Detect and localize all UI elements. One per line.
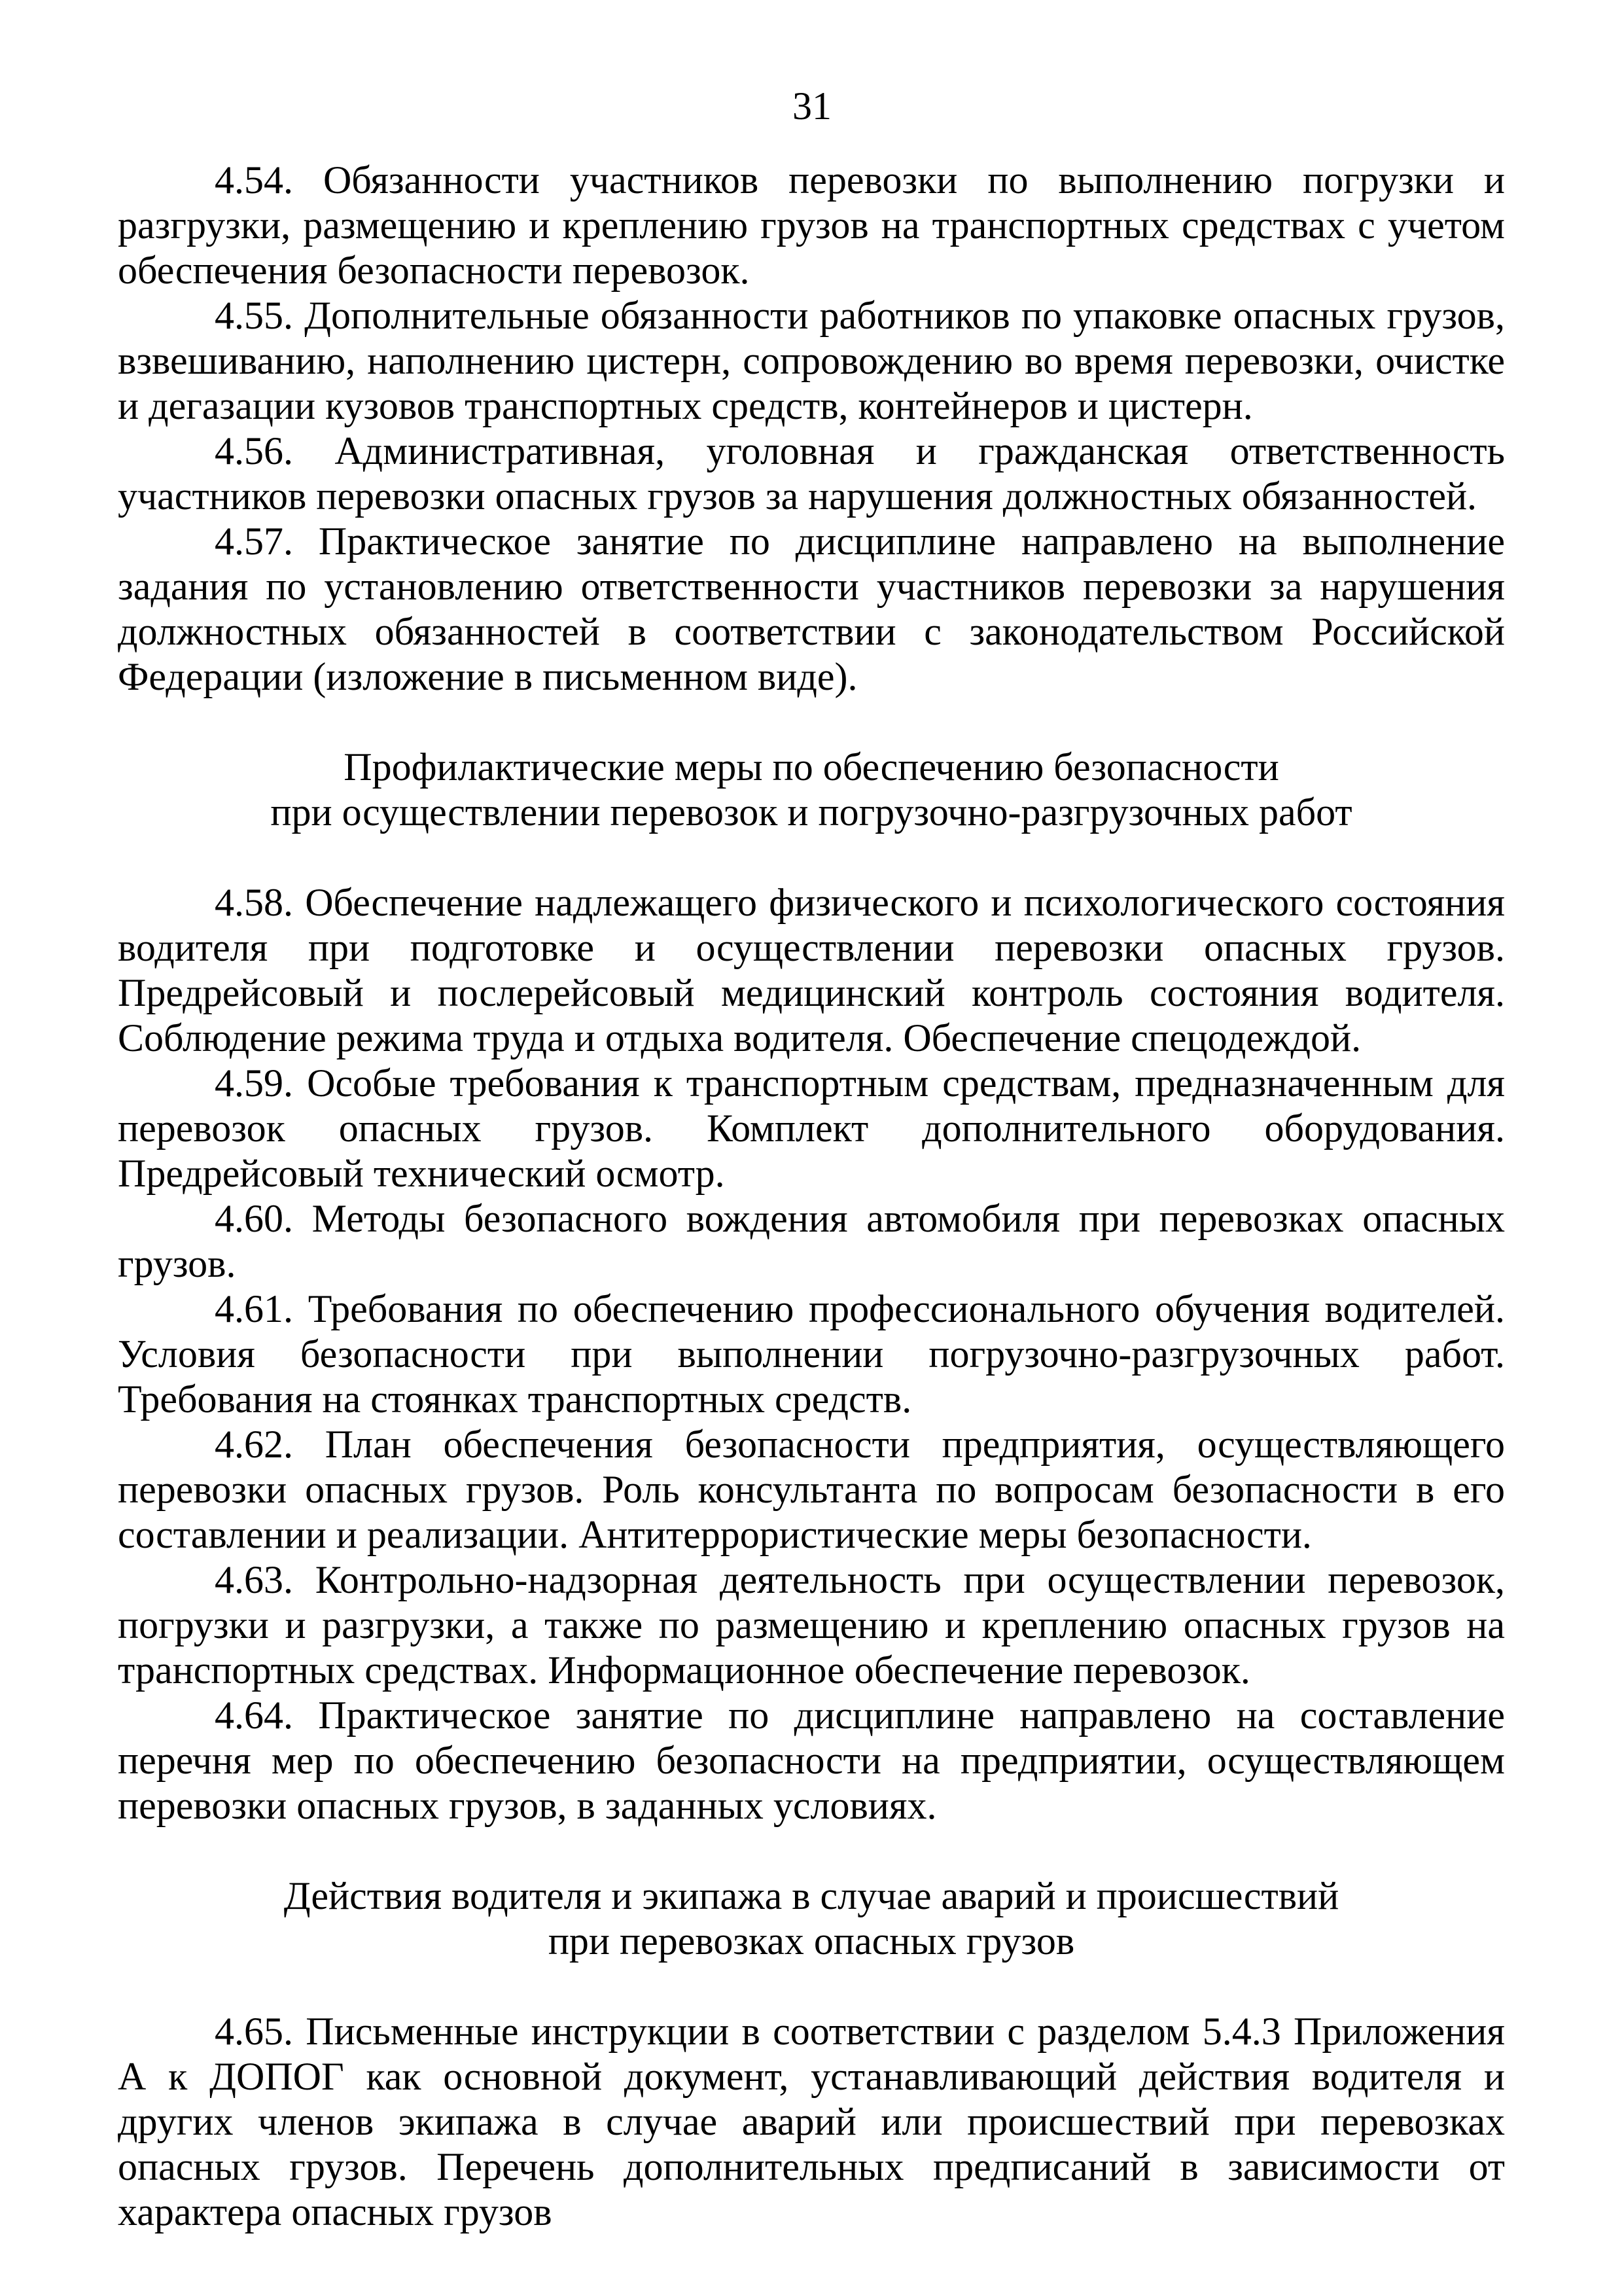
paragraph-4-60: 4.60. Методы безопасного вождения автомобиля при перевозках опасных грузов. [118,1197,1505,1285]
section-heading-driver-actions [118,1874,1505,1964]
section-heading-preventive-measures [118,745,1505,835]
paragraph-4-58: 4.58. Обеспечение надлежащего физического и психологического состояния водителя при подготовке и осуществлении перевозки опасных грузов. Предрейсовый и послерейсовый медицинский контроль состояния водителя. Соблюдение режима труда и отдыха водителя. Обеспечение спецодеждой. [118,881,1505,1059]
paragraph-4-64: 4.64. Практическое занятие по дисциплине направлено на составление перечня мер по обеспечению безопасности на предприятии, осуществляющем перевозки опасных грузов, в заданных условиях. [118,1694,1505,1827]
paragraph-4-59: 4.59. Особые требования к транспортным средствам, предназначенным для перевозок опасных грузов. Комплект дополнительного оборудования. Предрейсовый технический осмотр. [118,1061,1505,1195]
paragraph-4-56: 4.56. Административная, уголовная и гражданская ответственность участников перевозки опасных грузов за нарушения должностных обязанностей. [118,429,1505,518]
section-heading-line: при перевозках опасных грузов [548,1919,1075,1963]
section-heading-line: при осуществлении перевозок и погрузочно-разгрузочных работ [270,791,1352,834]
paragraph-4-65: 4.65. Письменные инструкции в соответствии с разделом 5.4.3 Приложения А к ДОПОГ как основной документ, устанавливающий действия водителя и других членов экипажа в случае аварий или происшествий при перевозках опасных грузов. Перечень дополнительных предписаний в зависимости от характера опасных грузов [118,2010,1505,2233]
document-body [118,158,1505,2235]
paragraph-4-57: 4.57. Практическое занятие по дисциплине направлено на выполнение задания по установлению ответственности участников перевозки за нарушения должностных обязанностей в соответствии с законодательством Российской Федерации (изложение в письменном виде). [118,520,1505,698]
paragraph-4-54: 4.54. Обязанности участников перевозки по выполнению погрузки и разгрузки, размещению и креплению грузов на транспортных средствах с учетом обеспечения безопасности перевозок. [118,158,1505,292]
paragraph-4-63: 4.63. Контрольно-надзорная деятельность при осуществлении перевозок, погрузки и разгрузки, а также по размещению и креплению опасных грузов на транспортных средствах. Информационное обеспечение перевозок. [118,1558,1505,1692]
paragraph-4-55: 4.55. Дополнительные обязанности работников по упаковке опасных грузов, взвешиванию, наполнению цистерн, сопровождению во время перевозки, очистке и дегазации кузовов транспортных средств, контейнеров и цистерн. [118,294,1505,427]
page-number: 31 [792,84,832,128]
paragraph-4-61: 4.61. Требования по обеспечению профессионального обучения водителей. Условия безопасности при выполнении погрузочно-разгрузочных работ. Требования на стоянках транспортных средств. [118,1287,1505,1421]
section-heading-line: Профилактические меры по обеспечению безопасности [344,745,1279,789]
paragraph-4-62: 4.62. План обеспечения безопасности предприятия, осуществляющего перевозки опасных грузов. Роль консультанта по вопросам безопасности в его составлении и реализации. Антитеррористические меры безопасности. [118,1423,1505,1556]
section-heading-line: Действия водителя и экипажа в случае аварий и происшествий [283,1874,1339,1917]
